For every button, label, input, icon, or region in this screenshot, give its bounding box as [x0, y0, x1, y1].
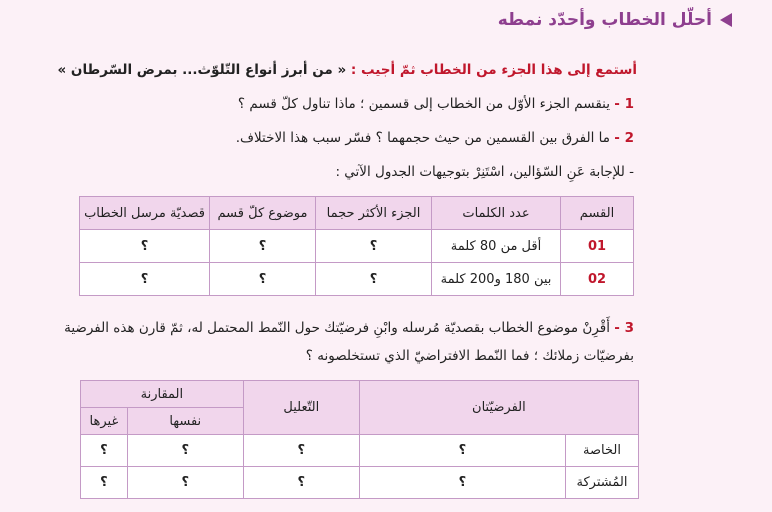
table-row: [81, 435, 639, 467]
question-3-line-2: بفرضيّات زملائك ؛ فما النّمط الافتراضيّ الذي تستخلصونه ؟: [305, 348, 634, 364]
answer-cell[interactable]: ؟: [81, 435, 128, 467]
table-instruction-text: - للإجابة عَنِ السّؤالين، اسْتَنِرْ بتوجيهات الجدول الآتي :: [335, 164, 634, 180]
instruction-quote: « من أبرز أنواع التّلوّث... بمرض السّرطان »: [57, 62, 347, 78]
answer-cell[interactable]: ؟: [210, 263, 316, 296]
heading-text: أحلّل الخطاب وأحدّد نمطه: [497, 10, 712, 30]
word-count-cell: أقل من 80 كلمة: [432, 230, 561, 263]
sections-table: [79, 196, 634, 296]
instruction-label: أستمع إلى هذا الجزء من الخطاب ثمّ أجيب :: [350, 62, 637, 78]
header-other: غيرها: [81, 408, 128, 435]
question-1: [238, 96, 634, 112]
table-row: [81, 467, 639, 499]
row-label: المُشتركة: [566, 467, 639, 499]
header-largest-part: الجزء الأكثر حجما: [316, 197, 432, 230]
header-word-count: عدد الكلمات: [432, 197, 561, 230]
question-3: [64, 320, 634, 336]
answer-cell[interactable]: ؟: [359, 435, 565, 467]
answer-cell[interactable]: ؟: [243, 467, 359, 499]
answer-cell[interactable]: ؟: [81, 467, 128, 499]
header-analysis: التّعليل: [243, 381, 359, 435]
sections-table-header: [80, 197, 634, 230]
header-intent: قصديّة مرسل الخطاب: [80, 197, 210, 230]
question-3-number: 3 -: [614, 320, 634, 336]
answer-cell[interactable]: ؟: [316, 230, 432, 263]
answer-cell[interactable]: ؟: [316, 263, 432, 296]
hypotheses-table: [80, 380, 639, 499]
answer-cell[interactable]: ؟: [243, 435, 359, 467]
answer-cell[interactable]: ؟: [127, 435, 243, 467]
question-3-line-1: أَقْرِنْ موضوع الخطاب بقصديّة مُرسله وابْنِ فرضيّتك حول النّمط المحتمل له، ثمّ قارن هذه الفرضية: [64, 320, 610, 336]
answer-cell[interactable]: ؟: [359, 467, 565, 499]
table-instruction: [335, 164, 634, 180]
table-row: [80, 230, 634, 263]
section-number: 01: [561, 230, 634, 263]
header-comparison: المقارنة: [81, 381, 244, 408]
answer-cell[interactable]: ؟: [210, 230, 316, 263]
header-section: القسم: [561, 197, 634, 230]
header-topic: موضوع كلّ قسم: [210, 197, 316, 230]
row-label: الخاصة: [566, 435, 639, 467]
header-hypotheses: الفرضيّتان: [359, 381, 638, 435]
question-2: [236, 130, 634, 146]
question-1-number: 1 -: [614, 96, 634, 112]
answer-cell[interactable]: ؟: [80, 263, 210, 296]
question-3-continued: [306, 348, 634, 364]
header-same: نفسها: [127, 408, 243, 435]
question-1-text: ينقسم الجزء الأوّل من الخطاب إلى قسمين ؛ ماذا تناول كلّ قسم ؟: [237, 96, 610, 112]
section-heading: [498, 10, 732, 30]
question-2-number: 2 -: [614, 130, 634, 146]
answer-cell[interactable]: ؟: [80, 230, 210, 263]
hypotheses-table-header: [81, 381, 639, 408]
triangle-bullet-icon: [720, 13, 732, 27]
word-count-cell: بين 180 و200 كلمة: [432, 263, 561, 296]
answer-cell[interactable]: ؟: [127, 467, 243, 499]
question-2-text: ما الفرق بين القسمين من حيث حجمهما ؟ فسّر سبب هذا الاختلاف.: [235, 130, 610, 146]
table-row: [80, 263, 634, 296]
listening-instruction: [58, 62, 637, 78]
section-number: 02: [561, 263, 634, 296]
